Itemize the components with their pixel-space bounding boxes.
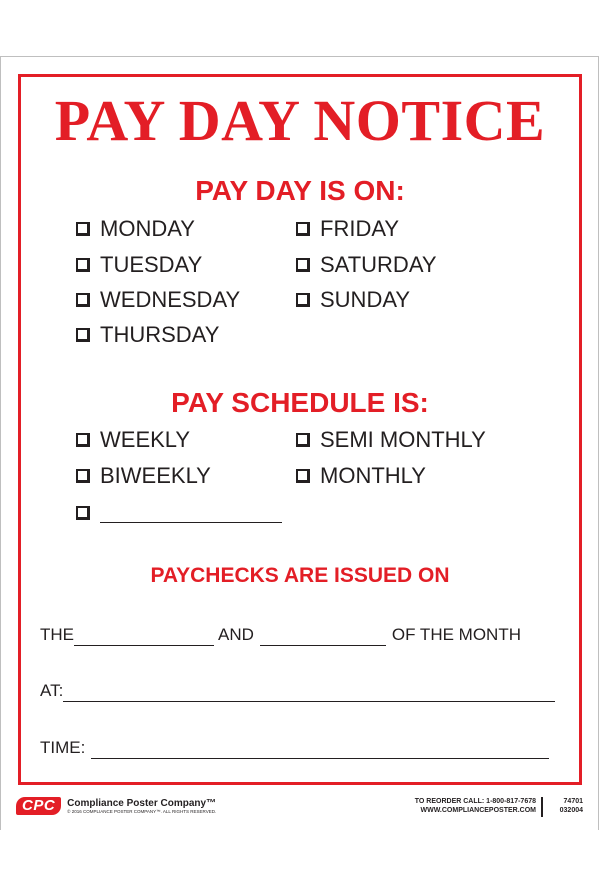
checkbox-icon xyxy=(76,222,90,236)
option-label: MONTHLY xyxy=(320,463,426,488)
checkbox-icon xyxy=(76,469,90,483)
checkbox-tuesday[interactable] xyxy=(76,252,202,278)
company-name: Compliance Poster Company™ xyxy=(67,797,217,809)
checkbox-icon xyxy=(76,293,90,307)
checkbox-icon xyxy=(296,258,310,272)
checkbox-sunday[interactable] xyxy=(296,287,410,313)
footer-divider xyxy=(541,797,543,817)
revision-code: 032004 xyxy=(559,807,583,814)
page-title: PAY DAY NOTICE xyxy=(54,88,546,153)
checkbox-icon xyxy=(76,506,90,520)
other-schedule-blank[interactable] xyxy=(100,502,282,523)
product-codes xyxy=(560,797,583,815)
copyright-text: © 2016 COMPLIANCE POSTER COMPANY™. ALL RIGHTS RESERVED. xyxy=(67,808,217,814)
footer-logo xyxy=(16,797,216,815)
option-label: SUNDAY xyxy=(320,287,411,312)
issued-days-row xyxy=(40,624,521,646)
checkbox-thursday[interactable] xyxy=(76,322,219,348)
checkbox-icon xyxy=(76,433,90,447)
option-label: BIWEEKLY xyxy=(100,463,211,488)
first-day-blank[interactable] xyxy=(74,629,214,646)
checkbox-icon xyxy=(76,258,90,272)
pay-schedule-heading: PAY SCHEDULE IS: xyxy=(171,387,429,418)
checkbox-icon xyxy=(296,222,310,236)
website-text: WWW.COMPLIANCEPOSTER.COM xyxy=(420,807,536,814)
checkbox-icon xyxy=(296,469,310,483)
option-label: FRIDAY xyxy=(320,216,400,241)
option-label: WEDNESDAY xyxy=(100,287,241,312)
company-block xyxy=(67,798,216,815)
time-blank[interactable] xyxy=(91,742,549,759)
checkbox-icon xyxy=(296,293,310,307)
second-day-blank[interactable] xyxy=(260,629,386,646)
and-label: AND xyxy=(218,625,254,644)
issued-time-row xyxy=(40,737,549,759)
pay-day-heading: PAY DAY IS ON: xyxy=(195,175,405,206)
checkbox-saturday[interactable] xyxy=(296,252,437,278)
option-label: WEEKLY xyxy=(100,427,191,452)
reorder-info xyxy=(415,797,536,815)
checkbox-wednesday[interactable] xyxy=(76,287,240,313)
option-label: MONDAY xyxy=(100,216,195,241)
option-label: SATURDAY xyxy=(320,252,437,277)
option-label: THURSDAY xyxy=(100,322,220,347)
checkbox-icon xyxy=(296,433,310,447)
checkbox-monday[interactable] xyxy=(76,216,195,242)
the-label: THE xyxy=(40,625,74,644)
option-label: TUESDAY xyxy=(100,252,203,277)
checkbox-other[interactable] xyxy=(76,502,282,523)
product-code: 74701 xyxy=(563,798,583,805)
issued-at-row xyxy=(40,680,555,702)
time-label: TIME: xyxy=(40,738,86,757)
reorder-phone: TO REORDER CALL: 1-800-817-7678 xyxy=(414,798,536,805)
checkbox-biweekly[interactable] xyxy=(76,463,211,489)
checkbox-weekly[interactable] xyxy=(76,427,190,453)
of-the-month-label: OF THE MONTH xyxy=(391,625,521,644)
at-label: AT: xyxy=(40,681,64,700)
at-blank[interactable] xyxy=(63,685,555,702)
option-label: SEMI MONTHLY xyxy=(320,427,486,452)
checkbox-monthly[interactable] xyxy=(296,463,426,489)
cpc-logo: CPC xyxy=(16,797,61,815)
checkbox-icon xyxy=(76,328,90,342)
checkbox-semi-monthly[interactable] xyxy=(296,427,486,453)
checkbox-friday[interactable] xyxy=(296,216,399,242)
paychecks-issued-heading: PAYCHECKS ARE ISSUED ON xyxy=(150,564,450,587)
